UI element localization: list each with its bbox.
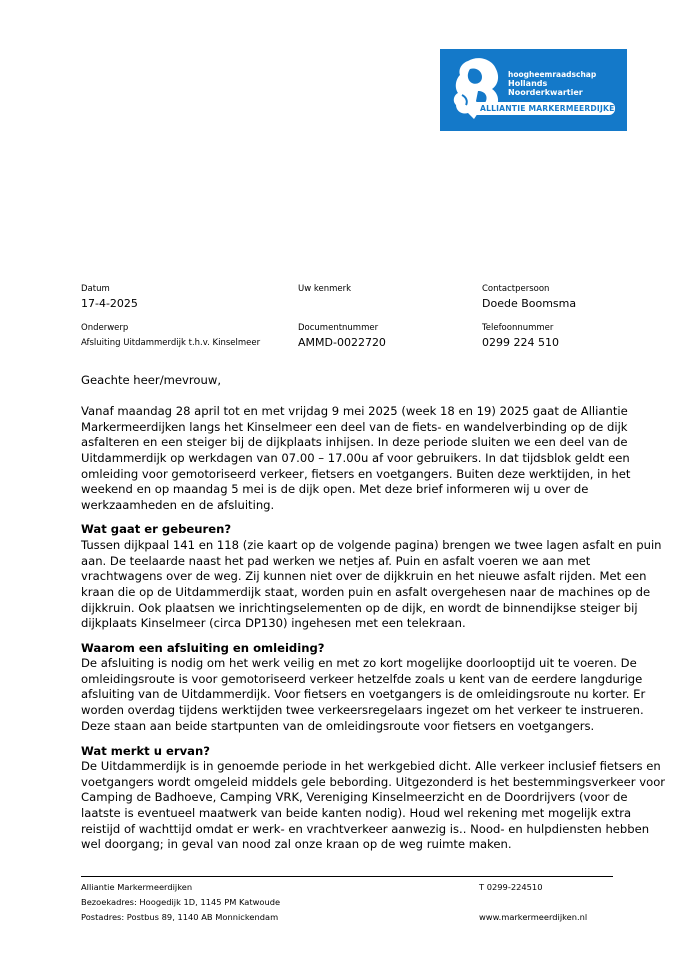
documentnummer-label: Documentnummer <box>298 323 379 333</box>
logo-banner <box>470 102 622 115</box>
organization-logo <box>440 49 627 131</box>
documentnummer-value: AMMD-0022720 <box>298 336 386 349</box>
onderwerp-label: Onderwerp <box>81 323 129 333</box>
footer-postal-address: Postadres: Postbus 89, 1140 AB Monnickendam <box>81 912 279 922</box>
paragraph-line: Markermeerdijken langs het Kinselmeer een deel van de fiets- en wandelverbinding op de dijk <box>81 419 628 434</box>
paragraph-line: De Uitdammerdijk is in genoemde periode in het werkgebied dicht. Alle verkeer inclusief fietsers en <box>81 759 661 773</box>
logo-line-2: Hollands <box>508 79 548 88</box>
datum-value: 17-4-2025 <box>81 297 138 310</box>
logo-banner-text: ALLIANTIE MARKERMEERDIJKEN <box>480 104 622 113</box>
paragraph-line: De afsluiting is nodig om het werk veilig en met zo kort mogelijke doorlooptijd uit te voeren. De <box>81 656 637 670</box>
logo-line-1: hoogheemraadschap <box>508 70 597 79</box>
paragraph-line: Deze staan aan beide startpunten van de omleidingsroute voor fietsers en voetgangers. <box>81 718 595 733</box>
section-1-paragraph <box>81 538 662 632</box>
footer-organization: Alliantie Markermeerdijken <box>81 882 193 892</box>
onderwerp-value: Afsluiting Uitdammerdijk t.h.v. Kinselmeer <box>81 338 261 348</box>
telefoonnummer-value: 0299 224 510 <box>482 336 559 349</box>
section-heading-wat-merkt-u-ervan: Wat merkt u ervan? <box>81 744 210 758</box>
paragraph-line: dijkplaats Kinselmeer (circa DP130) ingehesen met een telekraan. <box>81 616 466 631</box>
paragraph-line: reistijd of wachttijd omdat er werk- en vrachtverkeer aanwezig is.. Nood- en hulpdiensten hebben <box>81 821 650 836</box>
paragraph-line: afsluiting van de Uitdammerdijk. Voor fietsers en voetgangers is de omleidingsroute nu korter. Er <box>81 687 646 702</box>
paragraph-line: Tussen dijkpaal 141 en 118 (zie kaart op de volgende pagina) brengen we twee lagen asfalt en puin <box>81 538 662 552</box>
intro-paragraph <box>81 404 631 514</box>
section-heading-wat-gaat-er-gebeuren: Wat gaat er gebeuren? <box>81 522 232 536</box>
section-3-paragraph <box>81 759 666 853</box>
paragraph-line: aan. De teelaarde naast het pad werken we netjes af. Puin en asfalt voeren we aan met <box>81 553 591 568</box>
footer-divider <box>81 876 613 877</box>
footer-visit-address: Bezoekadres: Hoogedijk 1D, 1145 PM Katwoude <box>81 897 281 907</box>
paragraph-line: asfalteren en een steiger bij de dijkplaats inhijsen. In deze periode sluiten we een deel van de <box>81 435 628 450</box>
paragraph-line: Vanaf maandag 28 april tot en met vrijdag 9 mei 2025 (week 18 en 19) 2025 gaat de Alliantie <box>81 404 628 418</box>
paragraph-line: dijkkruin. Ook plaatsen we inrichtingselementen op de dijk, en wordt de binnendijkse steiger bij <box>81 600 638 615</box>
paragraph-line: omleiding voor gemotoriseerd verkeer, fietsers en voetgangers. Buiten deze werktijden, in het <box>81 466 631 481</box>
section-heading-waarom-afsluiting: Waarom een afsluiting en omleiding? <box>81 641 325 655</box>
datum-label: Datum <box>81 284 110 294</box>
telefoonnummer-label: Telefoonnummer <box>482 323 554 333</box>
paragraph-line: weekend en op maandag 5 mei is de dijk open. Met deze brief informeren wij u over de <box>81 482 589 497</box>
uw-kenmerk-label: Uw kenmerk <box>298 284 352 294</box>
logo-line-3: Noorderkwartier <box>508 88 583 97</box>
paragraph-line: laatste is eventueel maatwerk van beide kanten nodig). Houd wel rekening met mogelijk extra <box>81 806 632 821</box>
paragraph-line: Uitdammerdijk op werkdagen van 07.00 – 17.00u af voor gebruikers. In dat tijdsblok geldt een <box>81 451 630 466</box>
section-2-paragraph <box>81 656 646 734</box>
paragraph-line: voetgangers wordt omgeleid middels gele bebording. Uitgezonderd is het bestemmingsverkeer voor <box>81 774 666 789</box>
paragraph-line: omleidingsroute is voor gemotoriseerd verkeer hetzelfde zoals u kent van de eerdere langdurige <box>81 671 643 686</box>
contactpersoon-label: Contactpersoon <box>482 284 550 294</box>
paragraph-line: wel doorgang; in geval van nood zal onze kraan op de weg ruimte maken. <box>81 837 512 852</box>
paragraph-line: worden overdag tijdens werktijden twee verkeersregelaars ingezet om het verkeer te instrueren. <box>81 703 644 718</box>
salutation: Geachte heer/mevrouw, <box>81 373 222 387</box>
contactpersoon-value: Doede Boomsma <box>482 297 577 310</box>
footer-website-link[interactable]: www.markermeerdijken.nl <box>479 912 588 922</box>
paragraph-line: vrachtwagens over de weg. Zij kunnen niet over de dijkkruin en het nieuwe asfalt rijden. Met een <box>81 569 647 584</box>
paragraph-line: werkzaamheden en de afsluiting. <box>81 498 275 513</box>
paragraph-line: kraan die op de Uitdammerdijk staat, worden puin en asfalt overgehesen naar de machines op de <box>81 585 651 600</box>
footer-phone: T 0299-224510 <box>479 882 543 892</box>
paragraph-line: Camping de Badhoeve, Camping VRK, Vereniging Kinselmeerzicht en de Doordrijvers (voor de <box>81 790 628 805</box>
